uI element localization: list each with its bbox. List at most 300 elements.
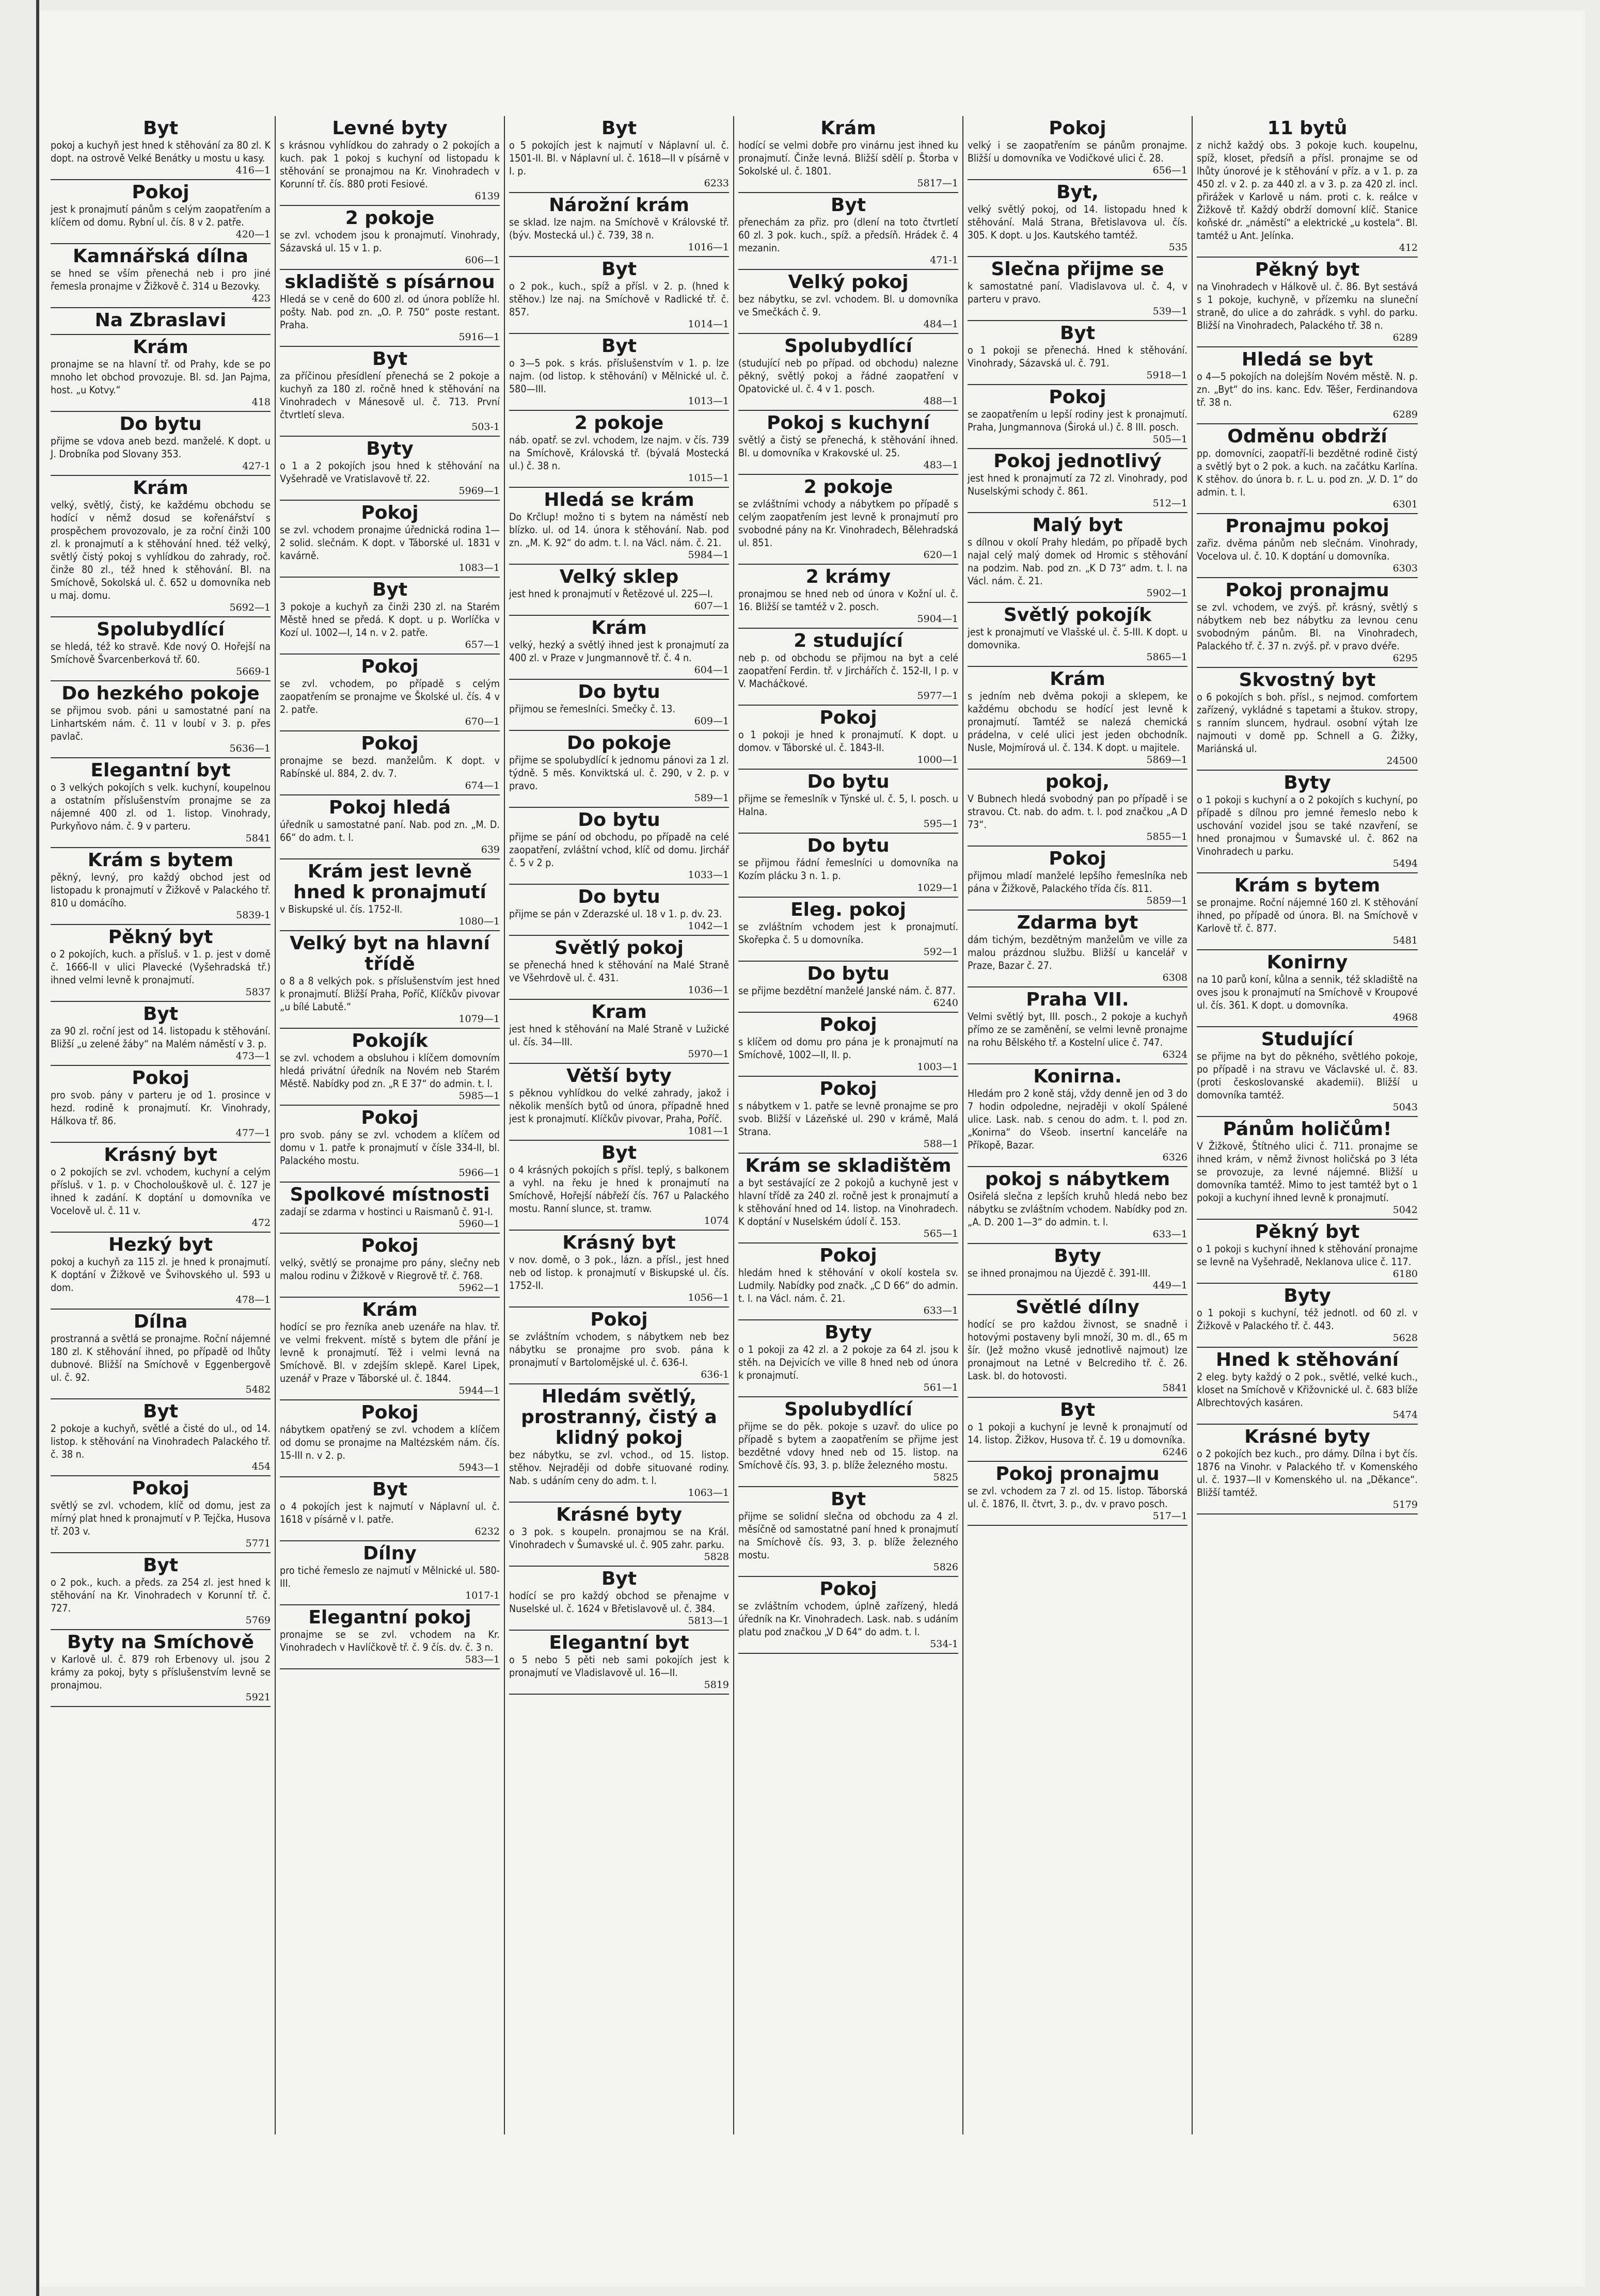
ad-number: 5043	[1392, 1102, 1418, 1113]
ad-heading: Byt	[601, 1568, 637, 1589]
classified-ad	[738, 1077, 958, 1154]
classified-ad	[738, 962, 958, 1013]
ad-number: 6289	[1392, 409, 1418, 420]
ad-heading: Kram	[591, 1001, 647, 1023]
ad-text: o 1 pokoji je hned k pronajmutí. K dopt. u domov. v Táborské ul. č. 1843-II.	[738, 729, 958, 754]
ad-text: v Biskupské ul. čís. 1752-II.	[280, 903, 403, 915]
ad-number: 5855—1	[1146, 831, 1187, 842]
classified-ad	[51, 1476, 271, 1553]
classified-ad	[1197, 1220, 1418, 1284]
ad-text: pronajme se se zvl. vchodem na Kr. Vinohradech v Havlíčkově tř. č. 9 čís. dv. č. 3 n.	[280, 1629, 500, 1653]
ad-number: 5474	[1392, 1409, 1418, 1421]
classified-ad	[1197, 424, 1418, 514]
ad-number: 6324	[1162, 1049, 1187, 1060]
ad-text: na 10 parů koní, kůlna a sennik, též skladiště na oves jsou k pronajmutí na Smíchově v Kroupové ul. čís. 361. K dopt. u domovníka.	[1197, 974, 1418, 1011]
ad-text: přijme se pán v Zderazské ul. 18 v 1. p. dv. 23.	[509, 908, 722, 920]
ad-heading: Krásný byt	[104, 1144, 217, 1166]
ad-number: 477—1	[235, 1127, 271, 1139]
classified-ad	[968, 1167, 1187, 1244]
ad-text: zařiz. dvěma pánům neb slečnám. Vinohrady, Vocelova ul. č. 10. K doptání u domovníka.	[1197, 537, 1418, 562]
ad-heading: Spolubydlící	[784, 1399, 912, 1420]
ad-text: se zvláštním vchodem jest k pronajmutí. Skořepka č. 5 u domovníka.	[738, 921, 958, 946]
ad-heading: Pokoj pronajmu	[995, 1463, 1160, 1485]
classified-ad	[738, 116, 958, 193]
ad-heading: Do pokoje	[566, 732, 672, 754]
ad-number: 535	[1168, 242, 1187, 253]
classified-ad	[1197, 116, 1418, 258]
ad-text: pěkný, levný, pro každý obchod jest od listopadu k pronajmutí v Žižkově v Palackého tř. 810 u domácího.	[51, 871, 271, 909]
classified-ad	[280, 795, 500, 859]
ad-text: se zvláštním vchodem, s nábytkem neb bez nábytku se pronajme pro svob. pána k pronajmutí v Bartolomějské ul. č. 636-I.	[509, 1331, 729, 1368]
ad-text: velký, hezký a světlý ihned jest k pronajmutí za 400 zl. v Praze v Jungmannově tř. č. 4 n.	[509, 639, 729, 664]
classified-ad	[738, 475, 958, 565]
ad-text: jest k pronajmutí ve Vlašské ul. č. 5-III. K dopt. u domovnika.	[968, 626, 1187, 651]
ad-heading: Pokoj	[1049, 118, 1106, 139]
ad-number: 5828	[704, 1551, 729, 1562]
ad-heading: Do bytu	[578, 886, 660, 907]
classified-ad	[738, 1243, 958, 1320]
ad-heading: Spolubydlící	[784, 336, 912, 357]
classified-ad	[968, 911, 1187, 987]
ad-heading: Kamnářská dílna	[73, 246, 248, 267]
ad-text: se pronajme. Roční nájemné 160 zl. K stěhování ihned, po případě od února. Bl. na Smíchově v Karlově tř. č. 877.	[1197, 897, 1418, 934]
classified-ad	[968, 257, 1187, 321]
classified-ad	[280, 931, 500, 1029]
ad-number: 1015—1	[688, 472, 729, 484]
ad-number: 503-1	[471, 421, 500, 433]
ad-text: se sklad. lze najm. na Smíchově v Královské tř. (býv. Mostecká ul.) č. 739, 38 n.	[509, 216, 729, 241]
ad-heading: Pokoj	[1049, 387, 1106, 408]
classified-ad	[1197, 950, 1418, 1027]
classified-ad	[280, 1400, 500, 1477]
ad-heading: Skvostný byt	[1239, 669, 1376, 691]
ad-number: 1029—1	[917, 882, 958, 894]
ad-heading: Byt	[142, 1003, 179, 1025]
classified-ad	[968, 603, 1187, 667]
ad-number: 416—1	[235, 165, 271, 176]
ad-text: se zvl. vchodem, ve zvýš. př. krásný, světlý s nábytkem neb bez nábytku za levnou cenu svobodným pánům. Bl. na Vinohradech, Palackého tř. č. 37 n. zvýš. př. v pravo dvéře.	[1197, 601, 1418, 652]
ad-number: 5636—1	[229, 743, 271, 754]
ad-heading: Spolubydlící	[97, 619, 225, 640]
classified-ad	[509, 1631, 729, 1695]
ad-number: 604—1	[694, 664, 729, 676]
classified-ad	[509, 936, 729, 1000]
ad-number: 583—1	[465, 1654, 500, 1665]
ad-text: o 1 pokoji se přenechá. Hned k stěhování. Vinohrady, Sázavská ul. č. 791.	[968, 344, 1187, 369]
ad-text: o 1 pokoji a kuchyní je levně k pronajmutí od 14. listop. Žižkov, Husova tř. č. 19 u domovníka.	[968, 1421, 1187, 1446]
ad-number: 5669-1	[236, 666, 271, 677]
ad-number: 24500	[1386, 755, 1418, 767]
ad-heading: Pěkný byt	[108, 927, 213, 948]
ad-heading: Konirny	[1266, 952, 1348, 973]
classified-ad	[1197, 347, 1418, 424]
classified-ad	[51, 758, 271, 848]
ad-text: o 3 pok. s koupeln. pronajmou se na Král. Vinohradech v Šumavské ul. č. 905 zahr. parku.	[509, 1526, 729, 1551]
classified-ad	[1197, 771, 1418, 873]
classified-ad	[738, 193, 958, 270]
ad-heading: Krám jest levně hned k pronajmutí	[293, 861, 486, 903]
ad-heading: Pokoj	[1049, 848, 1106, 869]
ad-text: se ihned pronajmou na Újezdě č. 391-III.	[968, 1267, 1151, 1279]
classified-ad	[738, 270, 958, 334]
classified-ad	[509, 565, 729, 616]
classified-ad	[738, 411, 958, 475]
ad-heading: Byt	[601, 259, 637, 280]
classified-ad	[738, 565, 958, 629]
ad-heading: Do bytu	[807, 835, 890, 856]
classified-ad	[1197, 1117, 1418, 1220]
ad-number: 517—1	[1152, 1510, 1187, 1522]
classified-ad	[51, 617, 271, 681]
ad-number: 5904—1	[917, 613, 958, 625]
classified-ad	[280, 1029, 500, 1106]
ad-number: 420—1	[235, 229, 271, 240]
ad-heading: Eleg. pokoj	[790, 899, 906, 920]
ad-heading: Byt	[372, 579, 408, 600]
ad-heading: Krám	[1050, 668, 1105, 690]
classified-ad	[738, 1397, 958, 1487]
classified-ad	[280, 578, 500, 655]
ad-number: 633—1	[923, 1305, 958, 1316]
ad-heading: Světlé dílny	[1016, 1297, 1139, 1318]
ad-heading: Byt	[601, 1142, 637, 1163]
ad-heading: pokoj,	[1045, 771, 1110, 792]
classified-ad	[51, 1553, 271, 1630]
ad-number: 674—1	[465, 780, 500, 791]
classified-ad	[1197, 1348, 1418, 1425]
ad-number: 565—1	[923, 1228, 958, 1239]
ad-text: o 1 pokoji s kuchyní, též jednotl. od 60 zl. v Žižkově v Palackého tř. č. 443.	[1197, 1307, 1418, 1332]
ad-text: s klíčem od domu pro pána je k pronajmutí na Smíchově, 1002—II, II. p.	[738, 1036, 958, 1061]
ad-number: 512—1	[1152, 498, 1187, 509]
ad-number: 5921	[245, 1692, 271, 1703]
classified-ad	[51, 681, 271, 758]
ad-text: se zvl. vchodem za 7 zl. od 15. listop. Táborská ul. č. 1876, II. čtvrt, 3. p., dv. v pravo posch.	[968, 1485, 1187, 1510]
ad-text: Do Krčlup! možno ti s bytem na náměstí neb blízko. ul. od 14. února k stěhování. Nab. pod zn. „M. K. 92“ do adm. t. l. na Václ. nám. č. 21.	[509, 511, 729, 549]
ad-heading: Pokoj	[132, 1067, 189, 1089]
classified-ad	[1197, 668, 1418, 771]
classified-ad	[509, 808, 729, 885]
ad-heading: Krám s bytem	[1234, 875, 1381, 896]
ad-text: se přijmou řádní řemeslníci u domovníka na Kozím plácku 3 n. 1. p.	[738, 857, 958, 882]
ad-heading: Velký byt na hlavní třídě	[290, 933, 490, 975]
ad-heading: Hezký byt	[108, 1234, 213, 1255]
ad-number: 5902—1	[1146, 587, 1187, 599]
ad-heading: 2 pokoje	[345, 208, 435, 229]
column-5	[963, 116, 1193, 2134]
ad-number: 595—1	[923, 818, 958, 830]
ad-text: přijme se vdova aneb bezd. manželé. K dopt. u J. Drobníka pod Slovany 353.	[51, 435, 271, 460]
ad-number: 5970—1	[688, 1048, 729, 1060]
ad-number: 620—1	[923, 549, 958, 561]
classified-ad	[51, 925, 271, 1002]
classified-ad	[509, 488, 729, 565]
ad-number: 5769	[245, 1615, 271, 1626]
ad-heading: Pokoj	[361, 1235, 419, 1256]
ad-heading: Pokoj pronajmu	[1225, 580, 1389, 601]
ad-number: 5841	[245, 833, 271, 844]
classified-ad	[968, 449, 1187, 513]
classified-ad	[280, 501, 500, 578]
ad-number: 5962—1	[458, 1282, 500, 1294]
ad-number: 1036—1	[688, 984, 729, 996]
ad-text: bez nábytku, se zvl. vchod., od 15. listop. stěhov. Nejraději od dobře situované rodiny. Nab. s udáním ceny do adm. t. l.	[509, 1449, 729, 1487]
ad-number: 6301	[1392, 499, 1418, 510]
classified-ad	[1197, 514, 1418, 578]
ad-heading: Krásné byty	[1244, 1426, 1370, 1447]
ad-heading: Světlý pokojík	[1003, 604, 1152, 626]
classified-ad	[509, 257, 729, 334]
ad-heading: Byty	[825, 1322, 872, 1343]
ad-number: 5977—1	[917, 690, 958, 701]
ad-text: se přijmou svob. páni u samostatné paní na Linhartském nám. č. 11 v loubí v 3. p. přes pavlač.	[51, 705, 271, 742]
ad-heading: Krásný byt	[562, 1232, 676, 1253]
classified-ad	[1197, 578, 1418, 668]
classified-ad	[280, 1234, 500, 1298]
ad-heading: Pokojík	[352, 1030, 428, 1051]
ad-number: 6289	[1392, 332, 1418, 343]
classified-ad	[509, 1141, 729, 1231]
ad-heading: skladiště s písárnou	[284, 272, 495, 293]
ad-text: pokoj a kuchyň za 115 zl. je hned k pronajmutí. K doptání v Žižkově ve Švihovského ul. 593 u dom.	[51, 1256, 271, 1294]
ad-text: o 6 pokojích s boh. přísl., s nejmod. comfortem zařízený, vykládné s tapetami a štukov. stropy, s ranním sluncem, hydraul. osobní výtah lze najmouti v domě pp. Schnell a G. Žižky, Mariánská ul.	[1197, 691, 1418, 755]
ad-number: 534-1	[930, 1638, 958, 1650]
classified-ad	[280, 655, 500, 731]
column-2	[276, 116, 505, 2134]
ad-number: 6295	[1392, 652, 1418, 664]
ad-text: v Karlově ul. č. 879 roh Erbenovy ul. jsou 2 krámy za pokoj, byty s příslušenstvím levně se pronajmou.	[51, 1653, 271, 1691]
ad-text: přijmou mladí manželé lepšího řemeslníka neb pána v Žižkově, Palackého třída čís. 811.	[968, 870, 1187, 895]
ad-number: 488—1	[923, 395, 958, 407]
classified-ad	[738, 898, 958, 962]
ad-text: o 3—5 pok. s krás. příslušenstvím v 1. p. lze najm. (od listop. k stěhování) v Mělnické ul. č. 580—III.	[509, 357, 729, 395]
ad-text: se zvláštním vchodem, úplně zařízený, hledá úředník na Kr. Vinohradech. Lask. nab. s udáním platu pod značkou „V D 64“ do adm. t. l.	[738, 1600, 958, 1638]
classifieds-columns	[46, 116, 1590, 2134]
ad-number: 505—1	[1152, 434, 1187, 445]
ad-number: 5839-1	[236, 910, 271, 921]
ad-text: přijme se řemeslník v Týnské ul. č. 5, I. posch. u Halna.	[738, 793, 958, 818]
column-3	[505, 116, 734, 2134]
ad-number: 5482	[245, 1384, 271, 1395]
ad-number: 1000—1	[917, 754, 958, 766]
ad-number: 423	[251, 293, 271, 304]
ad-heading: Pokoj	[819, 707, 877, 728]
ad-number: 1063—1	[688, 1487, 729, 1498]
ad-heading: Slečna přijme se	[991, 259, 1164, 280]
ad-text: se zvl. vchodem pronajme úřednická rodina 1—2 solid. slečnám. K dopt. v Táborské ul. 1831 v kavárně.	[280, 524, 500, 562]
ad-text: hodící se velmi dobře pro vinárnu jest ihned ku pronajmutí. Činže levná. Bližší sdělí p. Štorba v Sokolské ul. č. 1801.	[738, 139, 958, 177]
ad-number: 1033—1	[688, 869, 729, 881]
classified-ad	[280, 1183, 500, 1234]
ad-heading: Pokoj jednotlivý	[993, 451, 1162, 472]
classified-ad	[280, 347, 500, 437]
ad-number: 5918—1	[1146, 370, 1187, 381]
ad-heading: Pěkný byt	[1255, 259, 1360, 280]
ad-text: pokoj a kuchyň jest hned k stěhování za 80 zl. K dopt. na ostrově Velké Benátky u mostu u kasy.	[51, 139, 271, 164]
ad-number: 484—1	[923, 318, 958, 330]
column-4	[734, 116, 963, 2134]
ad-number: 6308	[1162, 972, 1187, 983]
classified-ad	[968, 1064, 1187, 1167]
ad-heading: Elegantní byt	[90, 760, 231, 781]
ad-text: na Vinohradech v Hálkově ul. č. 86. Byt sestává s 1 pokoje, kuchyně, v přízemku na sluneční straně, do ulice a do zahrádk. s vyhl. do parku. Bližší na Vinohradech, Palackého tř. 38 n.	[1197, 281, 1418, 331]
ad-text: světlý se zvl. vchodem, klíč od domu, jest za mírný plat hned k pronajmutí v P. Tejčka, Husova tř. 203 v.	[51, 1500, 271, 1537]
ad-text: se hledá, též ko stravě. Kde nový O. Hořejší na Smíchově Švarcenberková tř. 60.	[51, 641, 271, 665]
ad-text: jest hned k pronajmutí za 72 zl. Vinohrady, pod Nuselskými schody č. 861.	[968, 472, 1187, 497]
ad-text: se hned se vším přenechá neb i pro jiné řemesla pronajme v Žižkově č. 314 u Bezovky.	[51, 267, 271, 292]
ad-number: 609—1	[694, 715, 729, 727]
ad-text: o 5 pokojích jest k najmutí v Náplavní ul. č. 1501-II. Bl. v Náplavní ul. č. 1618—II v písárně v I. p.	[509, 139, 729, 177]
ad-text: s pěknou vyhlídkou do velké zahrady, jakož i několik menších bytů od února, případně hned jest k pronajmutí. Klíčkův pivovar, Praha, Poříč.	[509, 1087, 729, 1125]
classified-ad	[51, 848, 271, 925]
ad-text: o 2 pok., kuch. a předs. za 254 zl. jest hned k stěhování na Kr. Vinohradech v Korunní tř. č. 727.	[51, 1576, 271, 1614]
ad-heading: Byt	[1059, 323, 1096, 344]
ad-text: pp. domovníci, zaopatří-li bezdětné rodině čistý a světlý byt o 2 pok. a kuch. na začátku Karlína. K stěhov. do února b. r. L. u. pod zn. „V. D. 1“ do admin. t. l.	[1197, 448, 1418, 498]
ad-text: Osiřelá slečna z lepších kruhů hledá nebo bez nábytku se zvláštním vchodem. Nabídky pod zn. „A. D. 200 1—3“ do admin. t. l.	[968, 1190, 1187, 1228]
classified-ad	[968, 1295, 1187, 1398]
ad-heading: 2 pokoje	[574, 412, 664, 434]
ad-text: Velmi světlý byt, III. posch., 2 pokoje a kuchyň přímo ze se zaměnění, se velmi levně pronajme na rohu Bělského tř. a Kostelní ulice č. 747.	[968, 1011, 1187, 1048]
ad-heading: 2 pokoje	[803, 476, 893, 498]
ad-text: o 2 pokojích, kuch. a přísluš. v 1. p. jest v domě č. 1666-II v ulici Plavecké (Vyšehradská tř.) ihned velmi levně k pronajmutí.	[51, 948, 271, 986]
classified-ad	[968, 847, 1187, 911]
ad-number: 454	[251, 1461, 271, 1472]
ad-number: 1013—1	[688, 395, 729, 407]
column-1	[46, 116, 276, 2134]
ad-text: 3 pokoje a kuchyň za činži 230 zl. na Starém Městě hned se předá. K dopt. u p. Worlíčka v Kozí ul. 1002—I, 14 n. v 2. patře.	[280, 601, 500, 639]
classified-ad	[51, 308, 271, 335]
ad-text: neb p. od obchodu se přijmou na byt a celé zaopatření Ferdin. tř. v Jirchářích č. 152-II, I p. v V. Macháčkové.	[738, 652, 958, 690]
ad-text: o 2 pokojích se zvl. vchodem, kuchyní a celým přísluš. v 1. p. v Chocholouškově ul. č. 127 je ihned k zadání. K doptání u domovníka ve Vocelově ul. č. 11 v.	[51, 1166, 271, 1217]
classified-ad	[738, 1487, 958, 1577]
ad-number: 6180	[1392, 1268, 1418, 1280]
ad-heading: Byty	[366, 438, 414, 459]
classified-ad	[738, 770, 958, 834]
ad-heading: Na Zbraslavi	[94, 310, 227, 331]
ad-number: 639	[481, 844, 500, 855]
ad-heading: Krám s bytem	[87, 850, 234, 871]
ad-heading: Byt	[372, 1479, 408, 1500]
classified-ad	[51, 1066, 271, 1143]
ad-number: 1079—1	[458, 1013, 500, 1025]
ad-number: 6233	[704, 178, 729, 189]
ad-text: v nov. domě, o 3 pok., lázn. a přísl., jest hned neb od listop. k pronajmutí v Biskupské ul. čís. 1752-II.	[509, 1254, 729, 1292]
classified-ad	[51, 1143, 271, 1233]
ad-number: 471-1	[930, 254, 958, 266]
ad-heading: Pokoj	[819, 1078, 877, 1099]
ad-heading: Krám se skladištěm	[745, 1155, 952, 1176]
classified-ad	[738, 1013, 958, 1077]
ad-text: přijmou se řemeslníci. Smečky č. 13.	[509, 703, 676, 715]
ad-heading: pokoj s nábytkem	[985, 1169, 1170, 1190]
ad-number: 483—1	[923, 459, 958, 471]
ad-heading: Do bytu	[119, 413, 202, 435]
ad-text: hledám hned k stěhování v okolí kostela sv. Ludmily. Nabídky pod značk. „C D 66“ do admin. t. l. na Václ. nám. č. 21.	[738, 1267, 958, 1304]
ad-heading: Pokoj	[819, 1245, 877, 1266]
ad-heading: Zdarma byt	[1017, 912, 1138, 933]
column-6	[1193, 116, 1422, 2134]
ad-heading: Pokoj s kuchyní	[767, 412, 930, 434]
ad-number: 4968	[1392, 1012, 1418, 1023]
classified-ad	[51, 244, 271, 308]
ad-text: se přijme na byt do pěkného, světlého pokoje, po případě i na stravu ve Václavské ul. č. 83. (proti českoslovanské akademii). Bližší u domovníka tamtéž.	[1197, 1050, 1418, 1101]
classified-ad	[280, 206, 500, 270]
ad-heading: Pokoj	[132, 182, 189, 203]
ad-heading: Byt	[372, 348, 408, 370]
classified-ad	[968, 1462, 1187, 1526]
ad-number: 1014—1	[688, 318, 729, 330]
ad-heading: Nárožní krám	[549, 195, 689, 216]
ad-heading: Dílny	[363, 1543, 417, 1564]
ad-number: 592—1	[923, 946, 958, 958]
ad-text: Hledám pro 2 koně stáj, vždy denně jen od 3 do 7 hodin odpoledne, nejraději v okolí Spálené ulice. Lask. nab. s cenou do adm. t. l. pod zn. „Konirna“ do Všeob. insertní kanceláře na Příkopě, Bazar.	[968, 1088, 1187, 1151]
ad-heading: Hned k stěhování	[1215, 1349, 1399, 1370]
ad-text: se zaopatřením u lepší rodiny jest k pronajmutí. Praha, Jungmannova (Široká ul.) č. 8 III. posch.	[968, 408, 1187, 433]
ad-heading: Do bytu	[807, 963, 890, 984]
ad-text: pronajme se na hlavní tř. od Prahy, kde se po mnoho let obchod provozuje. Bl. sd. Jan Pajma, host. „u Kotvy.“	[51, 358, 271, 396]
ad-heading: Byty	[1054, 1246, 1101, 1267]
classified-ad	[509, 1000, 729, 1064]
ad-number: 1003—1	[917, 1061, 958, 1073]
ad-number: 5865—1	[1146, 651, 1187, 663]
classified-ad	[280, 270, 500, 347]
ad-text: pronajme se bezd. manželům. K dopt. v Rabínské ul. 884, 2. dv. 7.	[280, 755, 500, 779]
classified-ad	[509, 1231, 729, 1308]
ad-number: 472	[251, 1217, 271, 1229]
ad-number: 1074	[704, 1215, 729, 1226]
ad-number: 561—1	[923, 1382, 958, 1393]
ad-text: o 8 a 8 velkých pok. s příslušenstvím jest hned k pronajmutí. Bližší Praha, Poříč, Klíčkův pivovar „u bílé Labutě.“	[280, 975, 500, 1013]
classified-ad	[280, 437, 500, 501]
ad-number: 478—1	[235, 1294, 271, 1305]
ad-number: 5916—1	[458, 331, 500, 343]
classified-ad	[280, 1477, 500, 1541]
ad-number: 670—1	[465, 716, 500, 727]
ad-number: 5943—1	[458, 1462, 500, 1473]
classified-ad	[1197, 873, 1418, 950]
classified-ad	[738, 706, 958, 770]
classified-ad	[738, 629, 958, 706]
ad-text: velký i se zaopatřením se pánům pronajme. Bližší u domovníka ve Vodičkové ulici č. 28.	[968, 139, 1187, 164]
ad-text: k samostatné paní. Vladislavova ul. č. 4, v parteru v pravo.	[968, 280, 1187, 305]
ad-heading: Pronajmu pokoj	[1225, 516, 1389, 537]
classified-ad	[280, 1605, 500, 1669]
ad-number: 5825	[933, 1472, 958, 1483]
classified-ad	[280, 116, 500, 206]
ad-text: hodící se pro každý obchod se přenajme v Nuselské ul. č. 1624 v Břetislavově ul. č. 384.	[509, 1590, 729, 1615]
ad-heading: Do bytu	[807, 771, 890, 792]
ad-text: pronajmou se hned neb od února v Kožní ul. č. 16. Bližší se tamtéž v 2. posch.	[738, 588, 958, 613]
ad-text: se zvl. vchodem a obsluhou i klíčem domovním hledá privátní úředník na Novém neb Starém Městě. Nabídky pod zn. „R E 37“ do admin. t. l.	[280, 1052, 500, 1090]
ad-text: se přijme bezdětní manželé Janské nám. č. 877.	[738, 985, 956, 997]
ad-number: 657—1	[465, 639, 500, 650]
ad-heading: Byt	[142, 1555, 179, 1576]
classified-ad	[1197, 258, 1418, 347]
ad-text: přijme se pání od obchodu, po případě na celé zaopatření, zvláštní vchod, klíč od domu. Jirchář č. 5 v 2 p.	[509, 831, 729, 869]
ad-number: 607—1	[694, 600, 729, 612]
classified-ad	[509, 1503, 729, 1567]
ad-number: 449—1	[1152, 1280, 1187, 1291]
ad-text: přijme se do pěk. pokoje s uzavř. do ulice po případě s bytem a zaopatřením se přijme jest bezdětné vdovy hned neb od 15. listop. na Smíchově čís. 93, 3. p. blíže železného mostu.	[738, 1421, 958, 1471]
ad-number: 539—1	[1152, 306, 1187, 317]
ad-number: 1056—1	[688, 1292, 729, 1303]
ad-heading: Levné byty	[332, 118, 448, 139]
classified-ad	[509, 411, 729, 488]
ad-number: 5826	[933, 1561, 958, 1573]
classified-ad	[968, 1244, 1187, 1295]
ad-heading: Byt	[830, 195, 866, 216]
classified-ad	[51, 180, 271, 244]
